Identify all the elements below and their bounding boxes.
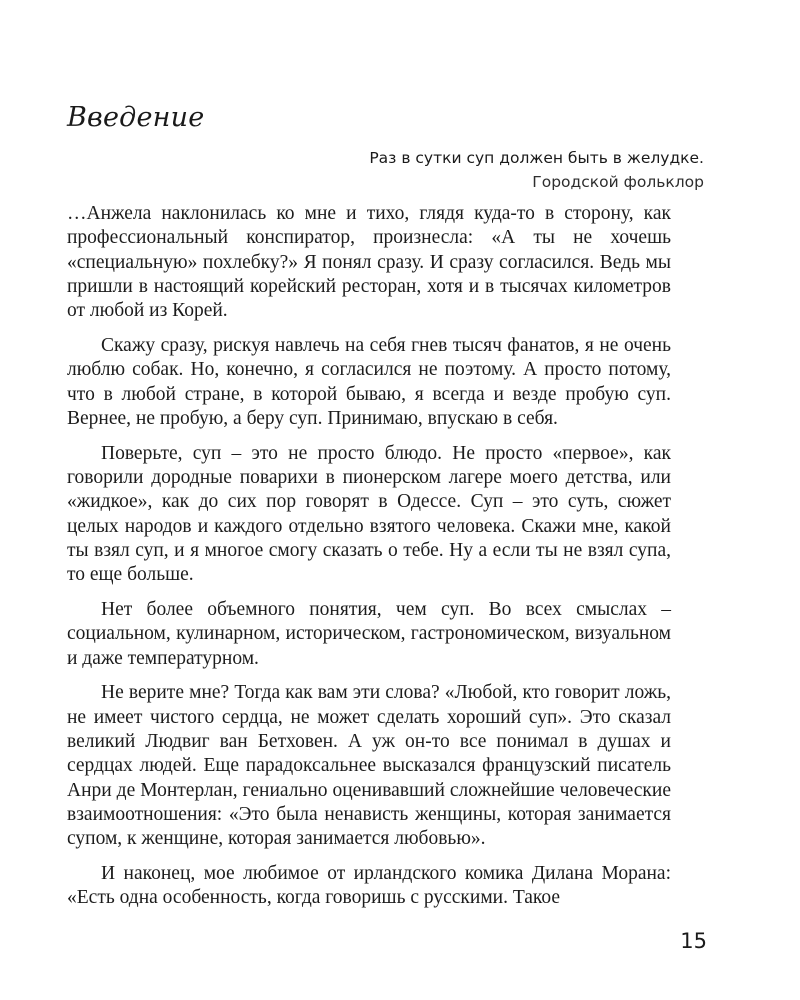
page-number: 15 [680,929,707,953]
epigraph-source: Городской фольклор [532,173,704,191]
chapter-title: Введение [67,102,205,133]
paragraph-2: Скажу сразу, рискуя навлечь на себя гнев тысяч фанатов, я не очень люблю собак. Но, конечно, я согласился не поэтому. А просто потому, что в любой стране, в которой бываю, я всегда и везде пробую суп. Вернее, не пробую, а беру суп. Принимаю, впускаю в себя. [67,334,671,429]
paragraph-1: …Анжела наклонилась ко мне и тихо, глядя куда-то в сторону, как профессиональный конспиратор, произнесла: «А ты не хочешь «специальную» похлебку?» Я понял сразу. И сразу согласился. Ведь мы пришли в настоящий корейский ресторан, хотя и в тысячах километров от любой из Корей. [67,203,671,322]
paragraph-5: Не верите мне? Тогда как вам эти слова? «Любой, кто говорит ложь, не имеет чистого сердца, не может сделать хороший суп». Это сказал великий Людвиг ван Бетховен. А уж он-то все понимал в душах и сердцах людей. Еще парадоксальнее высказался французский писатель Анри де Монтерлан, гениально оценивавший сложнейшие человеческие взаимоотношения: «Это была ненависть женщины, которая занимается супом, к женщине, которая занимается любовью». [67,682,671,850]
paragraph-6: И наконец, мое любимое от ирландского комика Дилана Морана: «Есть одна особенность, когда говоришь с русскими. Такое [67,862,671,909]
epigraph [369,146,704,194]
body-text [67,202,671,921]
paragraph-3: Поверьте, суп – это не просто блюдо. Не просто «первое», как говорили дородные поварихи в пионерском лагере моего детства, или «жидкое», как до сих пор говорят в Одессе. Суп – это суть, сюжет целых народов и каждого отдельно взятого человека. Скажи мне, какой ты взял суп, и я многое смогу сказать о тебе. Ну а если ты не взял супа, то еще больше. [67,442,671,586]
paragraph-4: Нет более объемного понятия, чем суп. Во всех смыслах – социальном, кулинарном, историческом, гастрономическом, визуальном и даже температурном. [67,598,671,669]
epigraph-quote: Раз в сутки суп должен быть в желудке. [369,149,704,167]
